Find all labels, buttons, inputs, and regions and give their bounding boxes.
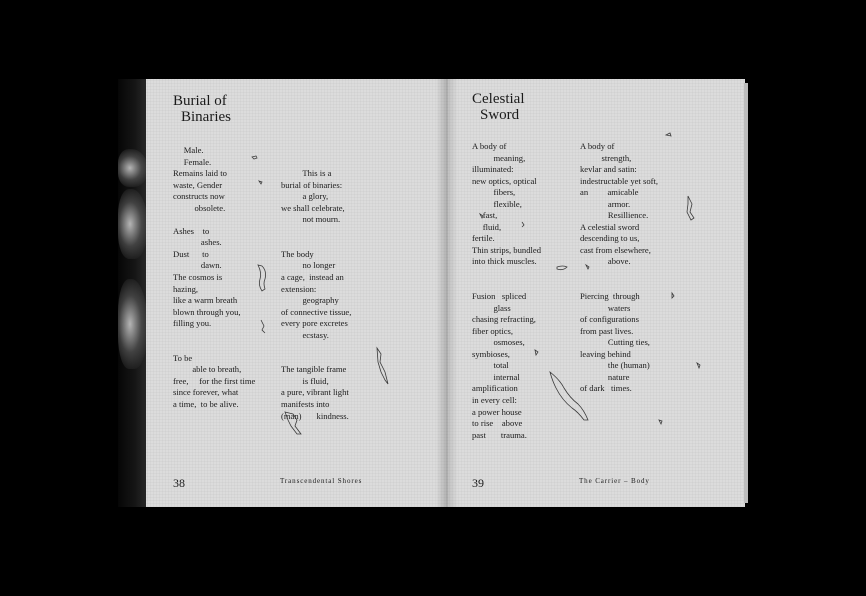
poem-line	[281, 145, 421, 157]
poem-line: illuminated:	[472, 164, 514, 175]
poem-line: (man) kindness.	[281, 410, 349, 421]
poem-line: armor.	[580, 198, 631, 209]
poem-line: fluid,	[472, 221, 502, 232]
poem-line: internal	[472, 371, 520, 382]
poem-line: Fusion spliced	[472, 291, 527, 302]
poem-line: of connective tissue,	[281, 306, 352, 317]
poem-line: A body of	[580, 141, 615, 151]
poem-line: This is a	[281, 168, 332, 179]
poem-line: The tangible frame	[281, 364, 347, 375]
poem-line: Male.	[173, 145, 204, 155]
poem-line: able to breath,	[173, 364, 242, 375]
poem-line: above.	[580, 256, 631, 267]
poem-line: hazing,	[173, 283, 199, 294]
smoke-image-fragment	[118, 149, 148, 187]
poem-line: of configurations	[580, 314, 639, 325]
poem-line: total	[472, 360, 509, 371]
poem-line: chasing refracting,	[472, 314, 536, 325]
poem-line: The cosmos is	[173, 272, 223, 283]
poem-line: strength,	[580, 152, 632, 163]
poem-line: The body	[281, 248, 314, 259]
right-page	[445, 79, 745, 507]
poem-line: the (human)	[580, 360, 650, 371]
left-page-title	[173, 93, 231, 125]
poem-line: Dust to	[173, 248, 209, 259]
page-stack-edge	[744, 83, 748, 503]
poem-line	[281, 237, 421, 249]
page-number: 39	[472, 476, 484, 490]
poem-line: no longer	[281, 260, 336, 271]
right-poem-column-2	[580, 141, 720, 395]
poem-line: meaning,	[472, 152, 526, 163]
running-head: The Carrier – Body	[579, 477, 650, 485]
book-gutter	[436, 79, 458, 507]
poem-line: A celestial sword	[580, 221, 640, 232]
poem-line: like a warm breath	[173, 295, 238, 306]
poem-line: obsolete.	[173, 202, 226, 213]
left-poem-column-2	[281, 145, 421, 422]
poem-line: burial of binaries:	[281, 179, 343, 190]
poem-line: a pure, vibrant light	[281, 387, 349, 398]
poem-line: a cage, instead an	[281, 272, 344, 283]
poem-line: ecstasy.	[281, 329, 329, 340]
poem-line: every pore excretes	[281, 318, 348, 329]
running-head: Transcendental Shores	[280, 477, 363, 485]
poem-line	[281, 157, 421, 169]
poem-line: descending to us,	[580, 233, 640, 244]
poem-line: filling you.	[173, 318, 212, 329]
smoke-image-fragment	[118, 189, 148, 259]
previous-page-edge	[118, 79, 148, 507]
poem-line: in every cell:	[472, 395, 517, 406]
poem-line: geography	[281, 295, 339, 306]
poem-line: waste, Gender	[173, 179, 223, 190]
poem-line: blown through you,	[173, 306, 241, 317]
poem-line: leaving behind	[580, 348, 631, 359]
poem-line: Remains laid to	[173, 168, 227, 179]
poem-line: Cutting ties,	[580, 337, 650, 348]
poem-line: Female.	[173, 156, 212, 167]
poem-line: not mourn.	[281, 214, 341, 225]
poem-line: nature	[580, 371, 630, 382]
left-page	[146, 79, 446, 507]
poem-line: constructs now	[173, 191, 225, 202]
poem-line: fast,	[472, 210, 498, 221]
poem-line: dawn.	[173, 260, 222, 271]
poem-line: waters	[580, 302, 631, 313]
poem-line: fibers,	[472, 187, 516, 198]
poem-line	[281, 226, 421, 238]
poem-line: indestructable yet soft,	[580, 175, 659, 186]
poem-line	[580, 268, 720, 280]
title-line: Burial of	[173, 93, 227, 109]
poem-line: osmoses,	[472, 337, 525, 348]
poem-line: cast from elsewhere,	[580, 244, 651, 255]
title-line: Binaries	[181, 109, 231, 125]
poem-line: Ashes to	[173, 225, 210, 236]
poem-line: fiber optics,	[472, 325, 514, 336]
poem-line: amplification	[472, 383, 518, 394]
poem-line	[281, 353, 421, 365]
poem-line: Thin strips, bundled	[472, 244, 541, 255]
poem-line: since forever, what	[173, 387, 239, 398]
poem-line: symbioses,	[472, 348, 510, 359]
poem-line: ashes.	[173, 237, 222, 248]
poem-line	[281, 341, 421, 353]
poem-line	[580, 280, 720, 292]
poem-line: past trauma.	[472, 429, 527, 440]
poem-line: kevlar and satin:	[580, 164, 637, 175]
page-number: 38	[173, 476, 185, 490]
poem-line: Resillience.	[580, 210, 649, 221]
poem-line: manifests into	[281, 399, 330, 410]
title-line: Sword	[480, 107, 520, 123]
poem-line: to rise above	[472, 418, 523, 429]
book-spread	[118, 79, 748, 507]
poem-line: glass	[472, 302, 511, 313]
poem-line: an amicable	[580, 187, 639, 198]
poem-line: is fluid,	[281, 375, 329, 386]
poem-line: new optics, optical	[472, 175, 537, 186]
poem-line: from past lives.	[580, 325, 634, 336]
right-page-title	[472, 91, 525, 123]
poem-line: fertile.	[472, 233, 495, 244]
poem-line: Piercing through	[580, 291, 640, 302]
title-line: Celestial	[472, 91, 525, 107]
poem-line: a time, to be alive.	[173, 399, 239, 410]
poem-line: a glory,	[281, 191, 329, 202]
poem-line: a power house	[472, 406, 522, 417]
poem-line: A body of	[472, 141, 507, 151]
poem-line: of dark times.	[580, 383, 632, 394]
poem-line: extension:	[281, 283, 317, 294]
poem-line: we shall celebrate,	[281, 202, 345, 213]
smoke-image-fragment	[118, 279, 148, 369]
poem-line: free, for the first time	[173, 375, 256, 386]
poem-line: into thick muscles.	[472, 256, 537, 267]
poem-line: To be	[173, 352, 193, 363]
poem-line: flexible,	[472, 198, 522, 209]
